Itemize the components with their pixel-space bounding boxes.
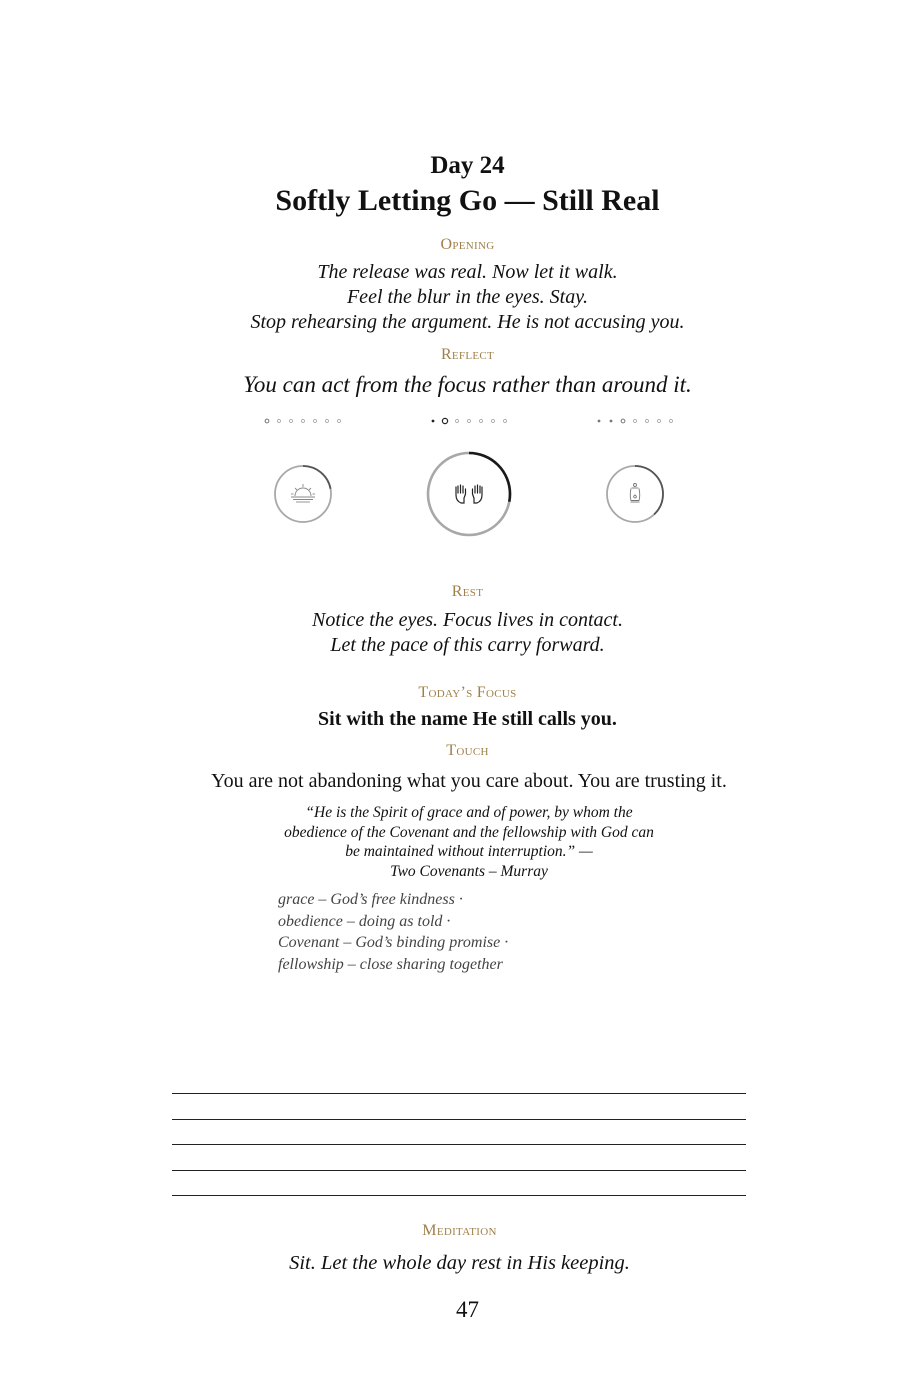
progress-dot [610,420,613,423]
todays-focus-text: Sit with the name He still calls you. [318,708,617,730]
page-title: Softly Letting Go — Still Real [275,184,660,217]
glossary [278,889,678,976]
page-number: 47 [456,1297,479,1322]
progress-dot [492,420,495,423]
progress-dot [634,420,637,423]
reflect-label: Reflect [440,346,495,363]
practice-ring-sunrise[interactable] [273,464,333,524]
progress-dot [432,420,435,423]
sunrise-icon [291,484,315,502]
meditation-label: Meditation [422,1222,497,1239]
opening-line: The release was real. Now let it walk. [317,261,618,283]
progress-dot [598,420,601,423]
journal-line[interactable] [172,1170,746,1196]
rest-text [8,608,919,658]
meditation-text: Sit. Let the whole day rest in His keeping. [289,1252,630,1274]
progress-dot [265,419,269,423]
lantern-icon [630,484,640,503]
journal-line[interactable] [172,1093,746,1119]
progress-dot [326,420,329,423]
progress-dots-2 [428,416,510,426]
progress-dot [670,420,673,423]
progress-dot [621,419,625,423]
progress-dot [290,420,293,423]
progress-dot [658,420,661,423]
scripture-quote [276,803,662,881]
journal-lines[interactable] [172,1093,746,1221]
progress-dot [504,420,507,423]
glossary-item: Covenant – God’s binding promise · [278,934,509,952]
opening-line: Stop rehearsing the argument. He is not accusing you. [250,311,685,333]
practice-ring-lantern[interactable] [605,464,665,524]
glossary-item: obedience – doing as told · [278,912,451,930]
rest-line: Notice the eyes. Focus lives in contact. [311,609,623,631]
glossary-item: grace – God’s free kindness · [278,891,463,908]
progress-dot [468,420,471,423]
touch-label: Touch [446,742,489,759]
progress-dot [646,420,649,423]
progress-dot [456,420,459,423]
journal-line[interactable] [172,1119,746,1145]
opening-label: Opening [440,236,495,253]
journal-line[interactable] [172,1195,746,1221]
progress-dot [480,420,483,423]
todays-focus-label: Today’s Focus [418,684,517,701]
rest-label: Rest [451,583,484,600]
opening-line: Feel the blur in the eyes. Stay. [346,286,589,308]
rest-line: Let the pace of this carry forward. [330,634,605,656]
progress-dot [338,420,341,423]
progress-dots-3 [594,416,676,426]
progress-dots-1 [262,416,344,426]
day-number: Day 24 [430,152,505,179]
progress-dot [314,420,317,423]
journal-line[interactable] [172,1144,746,1170]
touch-text: You are not abandoning what you care about. You are trusting it. [211,770,727,792]
open-hands-icon [456,485,482,503]
quote-text: “He is the Spirit of grace and of power, by whom the obedience of the Covenant and the fellowship with God can be maintained without interruption.” — [284,804,654,860]
opening-text [8,260,919,335]
glossary-item: fellowship – close sharing together [278,956,503,974]
quote-source: Two Covenants – Murray [390,862,548,880]
progress-dot [302,420,305,423]
practice-ring-hands[interactable] [426,451,512,537]
progress-dot [442,418,447,423]
progress-dot [278,420,281,423]
reflect-text: You can act from the focus rather than around it. [243,372,692,397]
